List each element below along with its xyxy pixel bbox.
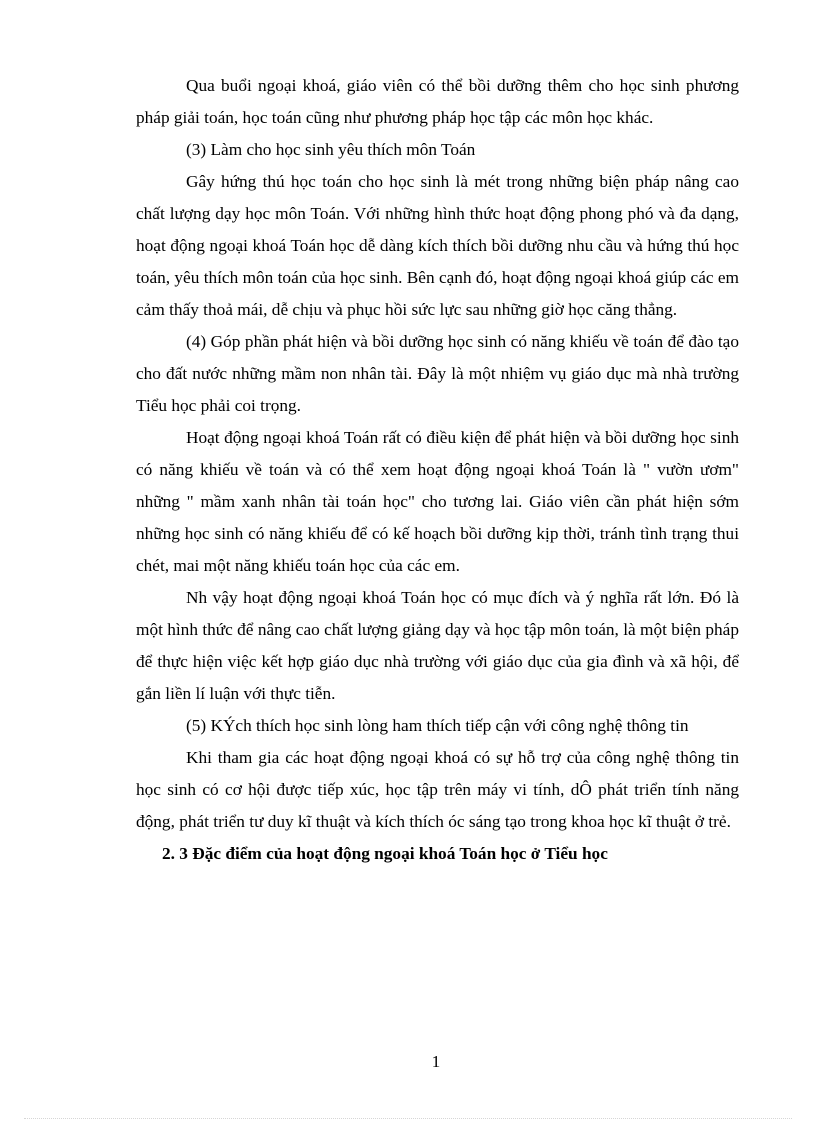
paragraph-3: Gây hứng thú học toán cho học sinh là mét trong những biện pháp nâng cao chất lượng dạy học môn Toán. Với những hình thức hoạt động phong phó và đa dạng, hoạt động ngoại khoá Toán học dễ dàng kích thích bồi dưỡng nhu cầu và hứng thú học toán, yêu thích môn toán của học sinh. Bên cạnh đó, hoạt động ngoại khoá giúp các em cảm thấy thoả mái, dễ chịu và phục hồi sức lực sau những giờ học căng thẳng. — [136, 172, 739, 319]
paragraph-7-item-5: (5) KÝch thích học sinh lòng ham thích tiếp cận với công nghệ thông tin — [186, 716, 689, 735]
paragraph-8: Khi tham gia các hoạt động ngoại khoá có sự hỗ trợ của công nghệ thông tin học sinh có cơ hội được tiếp xúc, học tập trên máy vi tính, dÔ phát triển tính năng động, phát triển tư duy kĩ thuật và kích thích óc sáng tạo trong khoa học kĩ thuật ở trẻ. — [136, 748, 739, 831]
document-body — [136, 70, 739, 870]
paragraph-5: Hoạt động ngoại khoá Toán rất có điều kiện để phát hiện và bồi dưỡng học sinh có năng khiếu về toán và có thể xem hoạt động ngoại khoá Toán là " vườn ươm" những " mầm xanh nhân tài toán học" cho tương lai. Giáo viên cần phát hiện sớm những học sinh có năng khiếu để có kế hoạch bồi dưỡng kịp thời, tránh tình trạng thui chét, mai một năng khiếu toán học của các em. — [136, 428, 739, 575]
paragraph-4-item-4: (4) Góp phần phát hiện và bồi dưỡng học sinh có năng khiếu về toán để đào tạo cho đất nước những mầm non nhân tài. Đây là một nhiệm vụ giáo dục mà nhà trường Tiểu học phải coi trọng. — [136, 332, 739, 415]
paragraph-1: Qua buổi ngoại khoá, giáo viên có thể bồi dưỡng thêm cho học sinh phương pháp giải toán, học toán cũng như phương pháp học tập các môn học khác. — [136, 76, 739, 127]
section-heading: 2. 3 Đặc điểm của hoạt động ngoại khoá Toán học ở Tiểu học — [162, 844, 608, 863]
paragraph-2-item-3: (3) Làm cho học sinh yêu thích môn Toán — [186, 140, 476, 159]
page-number: 1 — [431, 1052, 441, 1071]
paragraph-6: Nh vậy hoạt động ngoại khoá Toán học có mục đích và ý nghĩa rất lớn. Đó là một hình thức để nâng cao chất lượng giảng dạy và học tập môn toán, là một biện pháp để thực hiện việc kết hợp giáo dục nhà trường với giáo dục của gia đình và xã hội, để gắn liền lí luận với thực tiễn. — [136, 588, 739, 703]
page-bottom-divider — [24, 1118, 792, 1119]
